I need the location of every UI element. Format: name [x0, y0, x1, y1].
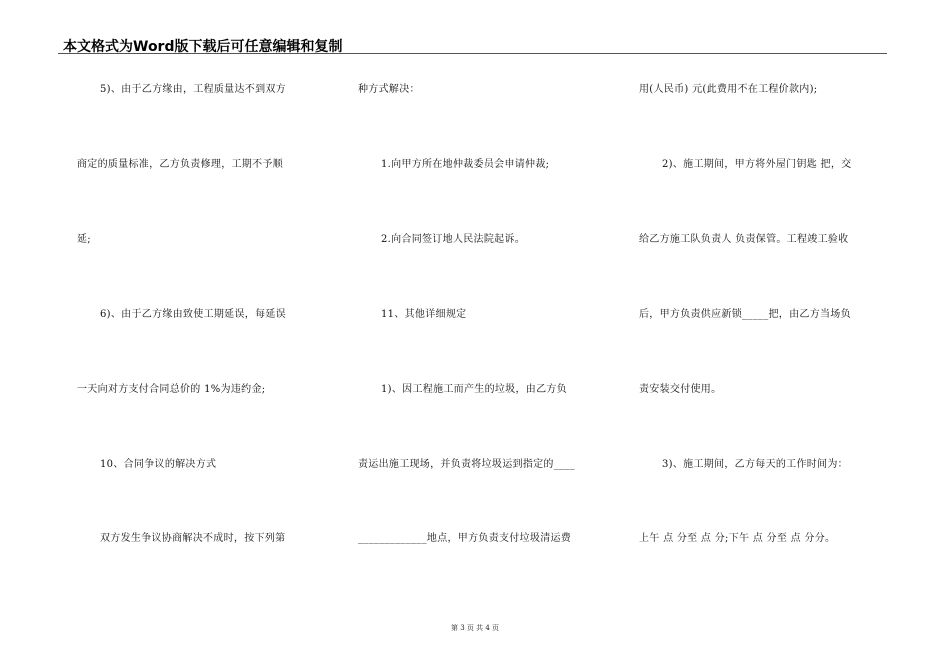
- col3-line-5: 责安装交付使用。: [639, 384, 722, 395]
- page-header-title: 本文格式为Word版下载后可任意编辑和复制: [63, 39, 343, 55]
- col2-line-5: 1)、因工程施工而产生的垃圾，由乙方负: [381, 384, 567, 395]
- col3-line-4: 后，甲方负责供应新锁_____把，由乙方当场负: [639, 309, 851, 320]
- col2-line-1: 种方式解决：: [358, 84, 420, 95]
- header-divider: [58, 53, 887, 54]
- col2-line-3: 2.向合同签订地人民法院起诉。: [381, 234, 526, 245]
- col1-line-7: 双方发生争议协商解决不成时，按下列第: [100, 533, 286, 544]
- col1-line-5: 一天向对方支付合同总价的 1%为违约金;: [77, 384, 266, 395]
- col1-line-4: 6)、由于乙方缘由致使工期延误，每延误: [100, 309, 286, 320]
- col3-line-2: 2)、施工期间，甲方将外屋门钥匙 把，交: [662, 159, 852, 170]
- col3-line-7: 上午 点 分至 点 分;下午 点 分至 点 分分。: [639, 533, 836, 544]
- col1-line-3: 延;: [77, 234, 91, 245]
- col1-line-2: 商定的质量标准，乙方负责修理，工期不予顺: [77, 159, 283, 170]
- col2-line-2: 1.向甲方所在地仲裁委员会申请仲裁;: [381, 159, 550, 170]
- col1-line-1: 5)、由于乙方缘由，工程质量达不到双方: [100, 84, 286, 95]
- col2-line-4: 11、其他详细规定: [381, 309, 467, 320]
- col2-line-7: _____________地点，甲方负责支付垃圾清运费: [358, 533, 572, 544]
- col3-line-3: 给乙方施工队负责人 负责保管。工程竣工验收: [639, 234, 849, 245]
- page-number: 第 3 页 共 4 页: [450, 624, 500, 632]
- col2-line-6: 责运出施工现场，并负责将垃圾运到指定的____: [358, 459, 575, 470]
- col3-line-1: 用(人民币) 元(此费用不在工程价款内);: [639, 84, 818, 95]
- col1-line-6: 10、合同争议的解决方式: [100, 459, 217, 470]
- col3-line-6: 3)、施工期间，乙方每天的工作时间为：: [662, 459, 848, 470]
